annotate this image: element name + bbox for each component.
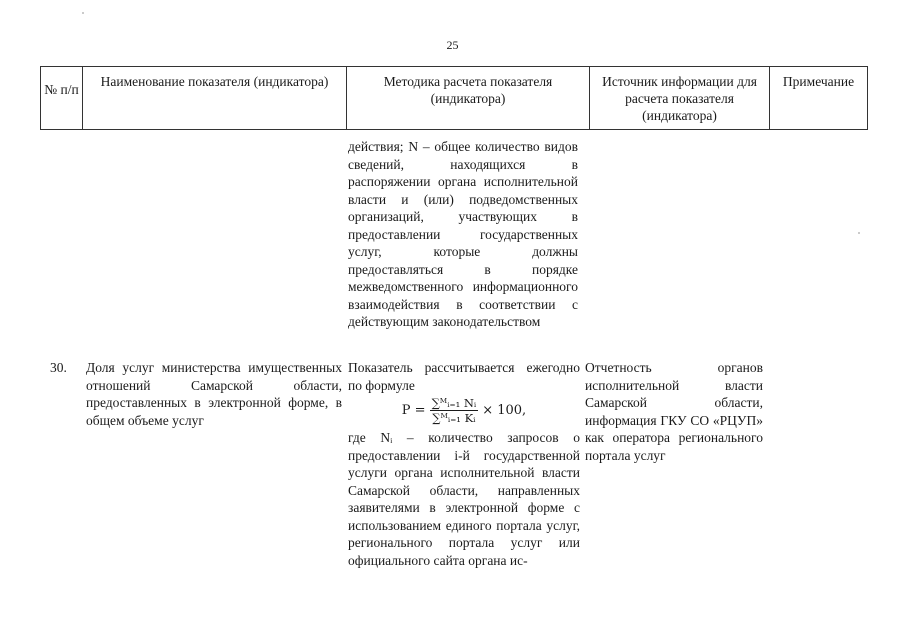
header-note: Примечание (782, 74, 855, 89)
indicator-method (348, 359, 580, 569)
source-text: Отчетность органов исполнительной власти Самарской области, информация ГКУ СО «РЦУП» как оператора регионального портала услуг (585, 360, 763, 463)
scan-artifact (858, 232, 860, 234)
method-intro: Показатель рассчитывается ежегодно по формуле (348, 360, 580, 393)
indicator-name-text: Доля услуг министерства имущественных отношений Самарской области, предоставленных в электронной форме, в общем объеме услуг (86, 360, 342, 428)
table-header (40, 66, 868, 130)
row-number: 30. (50, 360, 67, 375)
page-number: 25 (446, 38, 459, 52)
header-source: Источник информации для расчета показателя (индикатора) (590, 67, 770, 129)
formula (348, 396, 580, 425)
indicator-name (86, 359, 342, 429)
formula-fraction (430, 396, 479, 425)
header-name: Наименование показателя (индикатора) (83, 67, 347, 129)
formula-denominator: ∑ᴹᵢ₌₁ Kᵢ (432, 411, 476, 425)
method-continuation (348, 138, 578, 331)
formula-rhs: × 100, (482, 402, 527, 418)
header-method: Методика расчета показателя (индикатора) (347, 67, 590, 129)
formula-numerator: ∑ᴹᵢ₌₁ Nᵢ (431, 396, 477, 410)
formula-lhs: P = (401, 402, 426, 418)
indicator-source (585, 359, 763, 464)
method-rest: где Nᵢ – количество запросов о предоставлении i-й государственной услуги органа исполнительной власти Самарской области, направленных заявителями в электронной форме с использованием единого портала услуг, регионального портала услуг или официального сайта органа ис- (348, 430, 580, 568)
continuation-text: действия; N – общее количество видов сведений, находящихся в распоряжении органа исполнительной власти и (или) подведомственных организаций, участвующих в предоставлении государственных услуг, которые должны предоставляться в порядке межведомственного информационного взаимодействия в соответствии с действующим законодательством (348, 139, 578, 329)
scan-artifact (82, 12, 84, 14)
header-num: № п/п (41, 67, 83, 129)
